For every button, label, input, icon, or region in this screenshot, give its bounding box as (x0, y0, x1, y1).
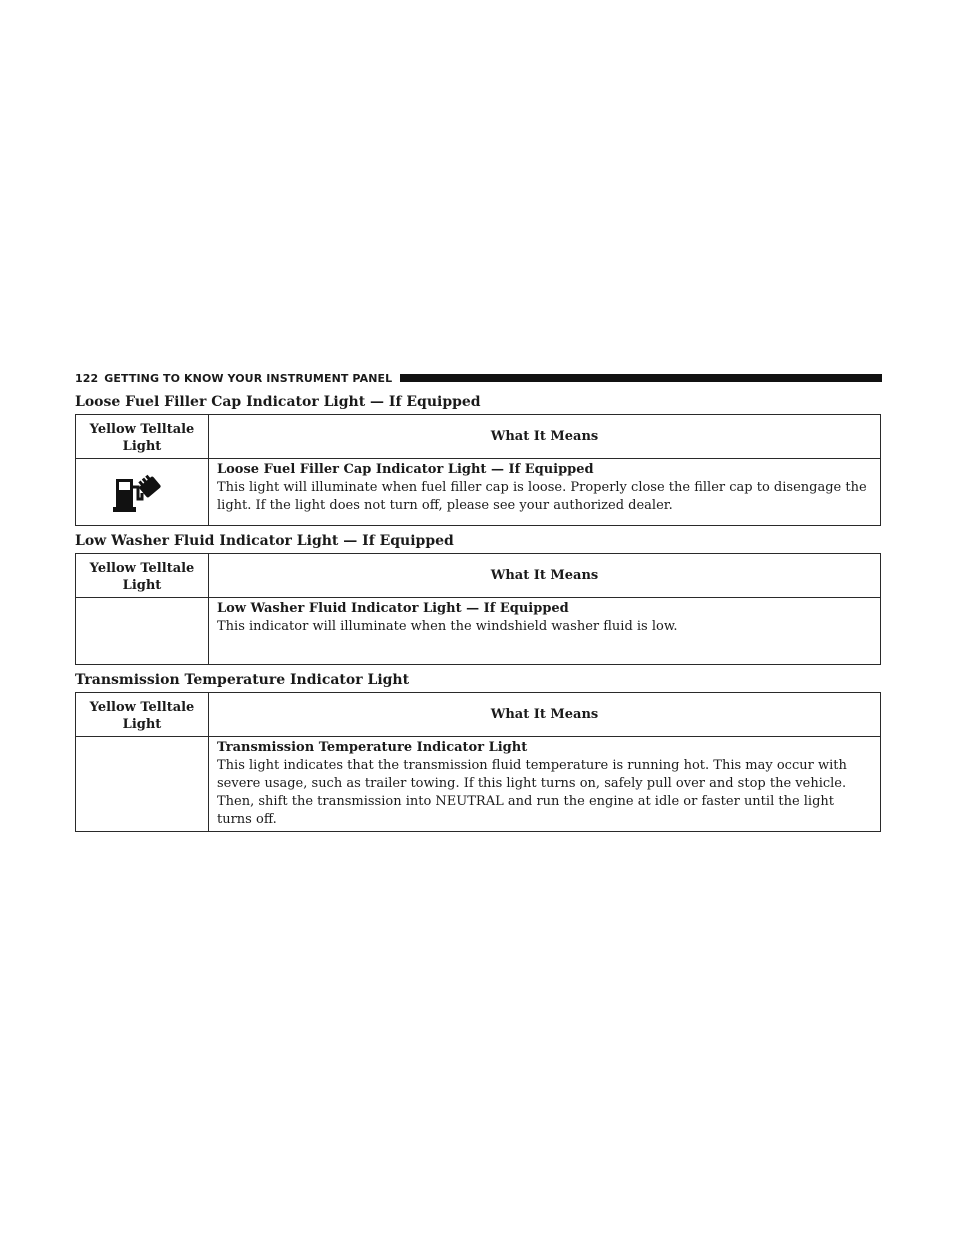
section-title-transmission-temp: Transmission Temperature Indicator Light (75, 672, 410, 688)
telltale-icon-cell (76, 598, 209, 665)
table-header-row (76, 693, 881, 737)
meaning-cell (209, 459, 881, 526)
description-title: Transmission Temperature Indicator Light (217, 740, 528, 755)
description-title: Loose Fuel Filler Cap Indicator Light — If Equipped (217, 462, 594, 477)
fuel-cap-icon (110, 469, 168, 515)
meaning-cell (209, 737, 881, 832)
header-rule (400, 374, 882, 382)
telltale-icon-cell (76, 459, 209, 526)
table-row (76, 459, 881, 526)
description-body: This light will illuminate when fuel filler cap is loose. Properly close the filler cap to disengage the light. If the light does not turn off, please see your authorized dealer. (217, 480, 867, 513)
table-header-row (76, 554, 881, 598)
telltale-icon-cell (76, 737, 209, 832)
table-row (76, 737, 881, 832)
page-number: 122 (75, 371, 99, 385)
table-header-row (76, 415, 881, 459)
telltale-column-header: Yellow Telltale Light (76, 415, 209, 459)
telltale-table-washer-fluid (75, 553, 881, 665)
description-body: This light indicates that the transmission fluid temperature is running hot. This may occur with severe usage, such as trailer towing. If this light turns on, safely pull over and stop the vehicle. Then, shift the transmission into NEUTRAL and run the engine at idle or faster until the light turns off. (217, 758, 847, 827)
page-header (75, 371, 882, 385)
meaning-column-header: What It Means (209, 415, 881, 459)
telltale-table-transmission-temp (75, 692, 881, 832)
telltale-table-fuel-cap (75, 414, 881, 526)
meaning-cell (209, 598, 881, 665)
section-title-fuel-cap: Loose Fuel Filler Cap Indicator Light — If Equipped (75, 394, 481, 410)
table-row (76, 598, 881, 665)
description-body: This indicator will illuminate when the windshield washer fluid is low. (217, 619, 678, 634)
chapter-title: GETTING TO KNOW YOUR INSTRUMENT PANEL (104, 371, 393, 385)
telltale-column-header: Yellow Telltale Light (76, 693, 209, 737)
meaning-column-header: What It Means (209, 693, 881, 737)
telltale-column-header: Yellow Telltale Light (76, 554, 209, 598)
description-title: Low Washer Fluid Indicator Light — If Equipped (217, 601, 569, 616)
section-title-washer-fluid: Low Washer Fluid Indicator Light — If Equipped (75, 533, 454, 549)
meaning-column-header: What It Means (209, 554, 881, 598)
